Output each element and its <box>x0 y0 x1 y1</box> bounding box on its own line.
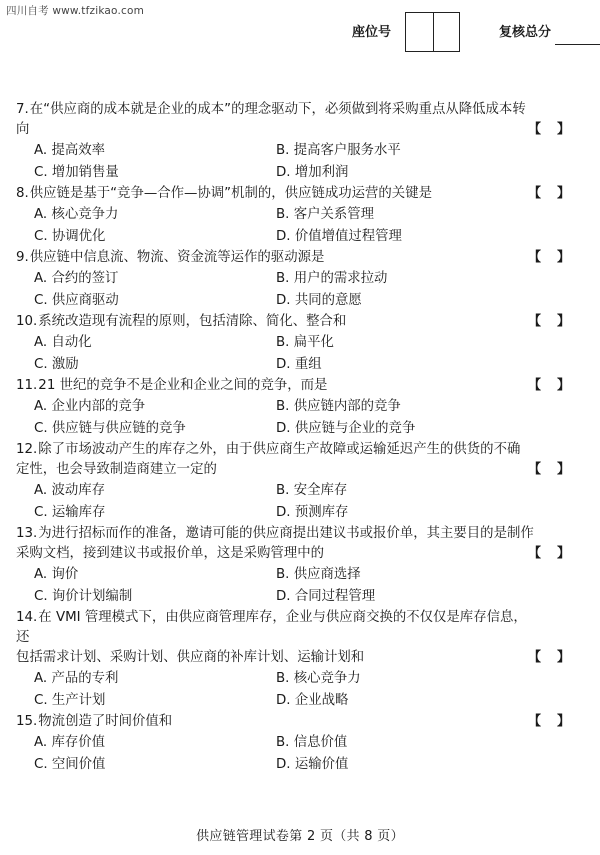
question-text: 定性，也会导致制造商建立一定的 <box>16 462 217 477</box>
answer-option: A. 产品的专利 <box>34 671 119 686</box>
seat-number-box <box>405 12 460 52</box>
question-item <box>16 248 590 311</box>
answer-bracket: 【】 <box>527 650 586 665</box>
answer-option: C. 供应商驱动 <box>34 292 119 308</box>
question-text: 系统改造现有流程的原则，包括清除、简化、整合和 <box>38 314 347 329</box>
answer-option: C. 增加销售量 <box>34 164 119 180</box>
question-text: 除了市场波动产生的库存之外，由于供应商生产故障或运输延迟产生的供货的不确 <box>38 442 521 457</box>
answer-option: B. 核心竞争力 <box>276 671 361 686</box>
question-stem-line <box>16 120 590 140</box>
answer-option: C. 询价计划编制 <box>34 588 133 604</box>
answer-option: A. 自动化 <box>34 335 92 350</box>
option-grid <box>34 268 590 311</box>
question-list <box>16 100 590 775</box>
answer-option: A. 提高效率 <box>34 143 105 158</box>
answer-option: A. 询价 <box>34 567 79 582</box>
question-number: 10. <box>16 314 38 329</box>
question-stem-line <box>16 648 590 668</box>
answer-option: C. 空间价值 <box>34 756 106 772</box>
question-stem-line <box>16 312 590 332</box>
question-item <box>16 312 590 375</box>
question-text: 物流创造了时间价值和 <box>38 714 173 729</box>
question-number: 8. <box>16 186 29 201</box>
option-grid <box>34 332 590 375</box>
answer-option: D. 共同的意愿 <box>276 292 362 308</box>
question-stem-line <box>16 100 590 120</box>
answer-option: D. 运输价值 <box>276 756 349 772</box>
question-text: 在 VMI 管理模式下，由供应商管理库存，企业与供应商交换的不仅仅是库存信息，还 <box>16 610 527 645</box>
answer-option: C. 生产计划 <box>34 692 106 708</box>
question-text: 21 世纪的竞争不是企业和企业之间的竞争，而是 <box>38 378 328 393</box>
answer-option: C. 运输库存 <box>34 504 106 520</box>
option-grid <box>34 732 590 775</box>
answer-option: A. 合约的签订 <box>34 271 119 286</box>
option-grid <box>34 564 590 607</box>
question-text: 包括需求计划、采购计划、供应商的补库计划、运输计划和 <box>16 650 365 665</box>
option-grid <box>34 204 590 247</box>
answer-bracket: 【】 <box>527 314 586 329</box>
question-text: 向 <box>16 122 30 137</box>
answer-option: C. 激励 <box>34 356 79 372</box>
seat-box-divider <box>433 13 434 51</box>
question-text: 供应链中信息流、物流、资金流等运作的驱动源是 <box>29 250 325 265</box>
answer-option: A. 库存价值 <box>34 735 105 750</box>
answer-option: D. 预测库存 <box>276 504 349 520</box>
review-total-label: 复核总分 <box>499 25 552 40</box>
question-item <box>16 608 590 711</box>
question-item <box>16 184 590 247</box>
answer-option: B. 扁平化 <box>276 335 334 350</box>
question-item <box>16 440 590 523</box>
answer-bracket: 【】 <box>527 186 586 201</box>
answer-option: D. 供应链与企业的竞争 <box>276 420 416 436</box>
page-footer: 供应链管理试卷第 2 页（共 8 页） <box>196 829 404 844</box>
question-stem-line <box>16 712 590 732</box>
question-number: 14. <box>16 610 38 625</box>
answer-option: D. 重组 <box>276 356 322 372</box>
answer-option: B. 信息价值 <box>276 735 348 750</box>
answer-option: D. 增加利润 <box>276 164 349 180</box>
question-stem-line <box>16 184 590 204</box>
option-grid <box>34 480 590 523</box>
answer-option: C. 供应链与供应链的竞争 <box>34 420 186 436</box>
question-number: 7. <box>16 102 29 117</box>
answer-bracket: 【】 <box>527 378 586 393</box>
question-stem-line <box>16 608 590 648</box>
question-text: 采购文档，接到建议书或报价单，这是采购管理中的 <box>16 546 324 561</box>
answer-option: B. 安全库存 <box>276 483 348 498</box>
question-number: 9. <box>16 250 29 265</box>
answer-bracket: 【】 <box>527 250 586 265</box>
answer-option: D. 企业战略 <box>276 692 349 708</box>
question-item <box>16 524 590 607</box>
option-grid <box>34 396 590 439</box>
question-stem-line <box>16 376 590 396</box>
option-grid <box>34 668 590 711</box>
answer-option: B. 客户关系管理 <box>276 207 375 222</box>
question-number: 11. <box>16 378 38 393</box>
answer-option: B. 提高客户服务水平 <box>276 143 401 158</box>
question-text: 为进行招标而作的准备，邀请可能的供应商提出建议书或报价单，其主要目的是制作 <box>38 526 534 541</box>
answer-option: D. 价值增值过程管理 <box>276 228 402 244</box>
question-stem-line <box>16 524 590 544</box>
question-stem-line <box>16 544 590 564</box>
answer-option: A. 核心竞争力 <box>34 207 119 222</box>
review-total-blank <box>555 44 600 45</box>
question-stem-line <box>16 248 590 268</box>
answer-option: D. 合同过程管理 <box>276 588 376 604</box>
answer-option: B. 供应链内部的竞争 <box>276 399 401 414</box>
answer-bracket: 【】 <box>527 546 586 561</box>
question-number: 12. <box>16 442 38 457</box>
answer-option: B. 供应商选择 <box>276 567 361 582</box>
answer-option: B. 用户的需求拉动 <box>276 271 388 286</box>
site-watermark: 四川自考 www.tfzikao.com <box>6 5 145 17</box>
option-grid <box>34 140 590 183</box>
question-number: 13. <box>16 526 38 541</box>
question-number: 15. <box>16 714 38 729</box>
question-text: 在“供应商的成本就是企业的成本”的理念驱动下，必须做到将采购重点从降低成本转 <box>29 102 526 117</box>
answer-bracket: 【】 <box>527 714 586 729</box>
question-stem-line <box>16 460 590 480</box>
answer-bracket: 【】 <box>527 462 586 477</box>
exam-header <box>0 0 600 70</box>
question-text: 供应链是基于“竞争—合作—协调”机制的，供应链成功运营的关键是 <box>29 186 432 201</box>
question-item <box>16 100 590 183</box>
answer-option: A. 波动库存 <box>34 483 105 498</box>
question-item <box>16 376 590 439</box>
seat-number-label: 座位号 <box>352 25 392 40</box>
answer-option: A. 企业内部的竞争 <box>34 399 146 414</box>
answer-bracket: 【】 <box>527 122 586 137</box>
answer-option: C. 协调优化 <box>34 228 106 244</box>
question-item <box>16 712 590 775</box>
question-stem-line <box>16 440 590 460</box>
